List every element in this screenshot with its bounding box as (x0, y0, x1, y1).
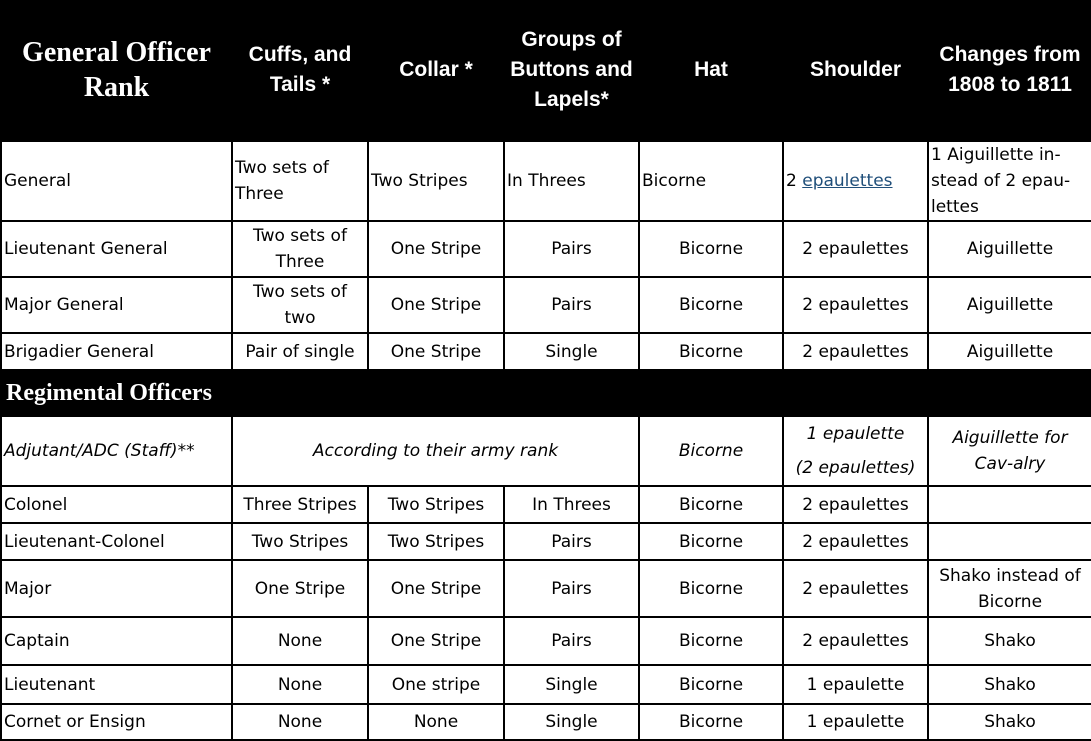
collar-cell: Two Stripes (368, 141, 504, 221)
table-row (1, 416, 1091, 486)
cuffs-cell: Three Stripes (232, 486, 368, 523)
rank-cell: Major General (1, 277, 232, 333)
shoulder-cell: 2 epaulettes (783, 221, 928, 277)
section-row (1, 370, 1091, 416)
table-row (1, 141, 1091, 221)
buttons-cell: Single (504, 665, 639, 704)
table-row (1, 277, 1091, 333)
header-cuffs: Cuffs, and Tails * (232, 0, 368, 141)
collar-cell: One Stripe (368, 221, 504, 277)
shoulder-cell (783, 141, 928, 221)
table-row (1, 704, 1091, 740)
table-row (1, 333, 1091, 370)
changes-cell: Aiguillette for Cav-alry (928, 416, 1091, 486)
table-row (1, 665, 1091, 704)
shoulder-line-2: (2 epaulettes) (795, 458, 916, 478)
collar-cell: None (368, 704, 504, 740)
hat-cell: Bicorne (639, 704, 783, 740)
buttons-cell: In Threes (504, 141, 639, 221)
header-buttons: Groups of Buttons and Lapels* (504, 0, 639, 141)
hat-cell: Bicorne (639, 416, 783, 486)
cuffs-cell: None (232, 665, 368, 704)
shoulder-prefix: 2 (786, 171, 803, 191)
hat-cell: Bicorne (639, 617, 783, 665)
hat-cell: Bicorne (639, 486, 783, 523)
cuffs-cell: None (232, 617, 368, 665)
changes-cell: 1 Aiguillette in-stead of 2 epau-lettes (928, 141, 1091, 221)
section-title: Regimental Officers (1, 370, 1091, 416)
rank-cell: Brigadier General (1, 333, 232, 370)
shoulder-cell: 2 epaulettes (783, 333, 928, 370)
collar-cell: One Stripe (368, 560, 504, 617)
header-collar: Collar * (368, 0, 504, 141)
collar-cell: One Stripe (368, 333, 504, 370)
hat-cell: Bicorne (639, 141, 783, 221)
changes-cell: Aiguillette (928, 277, 1091, 333)
buttons-cell: Pairs (504, 523, 639, 560)
collar-cell: One stripe (368, 665, 504, 704)
changes-cell (928, 523, 1091, 560)
header-shoulder: Shoulder (783, 0, 928, 141)
epaulettes-link[interactable]: epaulettes (802, 171, 893, 191)
collar-cell: Two Stripes (368, 523, 504, 560)
header-row (1, 0, 1091, 141)
cuffs-cell: One Stripe (232, 560, 368, 617)
changes-cell: Aiguillette (928, 333, 1091, 370)
hat-cell: Bicorne (639, 277, 783, 333)
cuffs-cell: Two sets of Three (232, 141, 368, 221)
shoulder-cell (783, 416, 928, 486)
rank-cell: Colonel (1, 486, 232, 523)
buttons-cell: Pairs (504, 560, 639, 617)
table-row (1, 523, 1091, 560)
cuffs-cell: None (232, 704, 368, 740)
changes-cell: Shako (928, 704, 1091, 740)
buttons-cell: Pairs (504, 221, 639, 277)
cuffs-cell: Two Stripes (232, 523, 368, 560)
merged-cell: According to their army rank (232, 416, 639, 486)
table-row (1, 486, 1091, 523)
changes-cell: Aiguillette (928, 221, 1091, 277)
changes-cell: Shako (928, 617, 1091, 665)
shoulder-cell: 1 epaulette (783, 665, 928, 704)
header-changes: Changes from 1808 to 1811 (928, 0, 1091, 141)
shoulder-cell: 2 epaulettes (783, 617, 928, 665)
changes-cell: Shako (928, 665, 1091, 704)
shoulder-cell: 2 epaulettes (783, 560, 928, 617)
buttons-cell: Single (504, 333, 639, 370)
shoulder-line-1: 1 epaulette (806, 424, 905, 444)
rank-cell: Cornet or Ensign (1, 704, 232, 740)
collar-cell: One Stripe (368, 617, 504, 665)
table-row (1, 560, 1091, 617)
hat-cell: Bicorne (639, 523, 783, 560)
shoulder-cell: 2 epaulettes (783, 486, 928, 523)
buttons-cell: In Threes (504, 486, 639, 523)
collar-cell: Two Stripes (368, 486, 504, 523)
hat-cell: Bicorne (639, 665, 783, 704)
shoulder-cell: 2 epaulettes (783, 523, 928, 560)
buttons-cell: Single (504, 704, 639, 740)
rank-cell: Major (1, 560, 232, 617)
rank-cell: Lieutenant (1, 665, 232, 704)
rank-cell: Adjutant/ADC (Staff)** (1, 416, 232, 486)
buttons-cell: Pairs (504, 277, 639, 333)
collar-cell: One Stripe (368, 277, 504, 333)
shoulder-cell: 1 epaulette (783, 704, 928, 740)
shoulder-cell: 2 epaulettes (783, 277, 928, 333)
rank-cell: Lieutenant-Colonel (1, 523, 232, 560)
cuffs-cell: Two sets of Three (232, 221, 368, 277)
rank-cell: Lieutenant General (1, 221, 232, 277)
hat-cell: Bicorne (639, 221, 783, 277)
header-rank: General Officer Rank (1, 0, 232, 141)
table-row (1, 221, 1091, 277)
header-hat: Hat (639, 0, 783, 141)
buttons-cell: Pairs (504, 617, 639, 665)
table-row (1, 617, 1091, 665)
cuffs-cell: Two sets of two (232, 277, 368, 333)
hat-cell: Bicorne (639, 560, 783, 617)
changes-cell (928, 486, 1091, 523)
changes-cell: Shako instead of Bicorne (928, 560, 1091, 617)
cuffs-cell: Pair of single (232, 333, 368, 370)
hat-cell: Bicorne (639, 333, 783, 370)
rank-cell: General (1, 141, 232, 221)
rank-cell: Captain (1, 617, 232, 665)
